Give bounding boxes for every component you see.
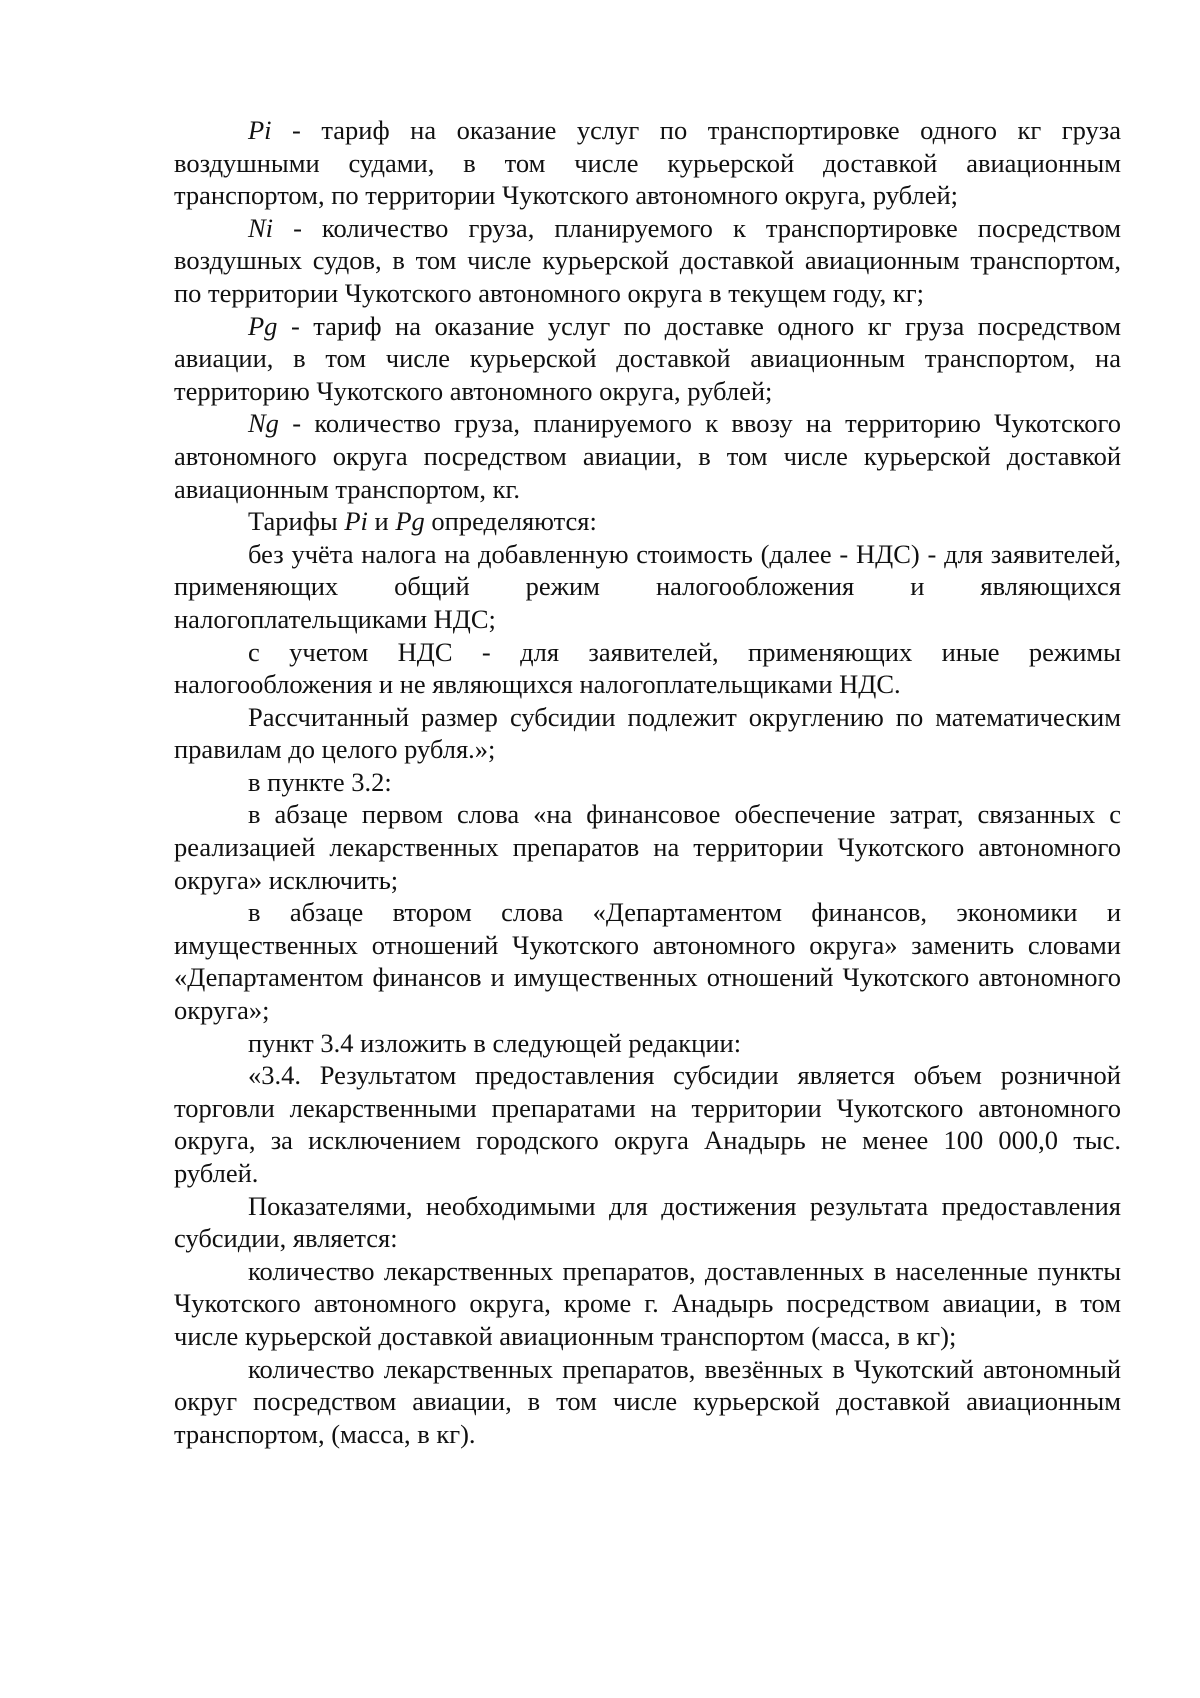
definition-ng — [174, 407, 1121, 505]
paragraph-point-3-4-intro: пункт 3.4 изложить в следующей редакции: — [248, 1027, 742, 1058]
definition-pg-text: - тариф на оказание услуг по доставке одного кг груза посредством авиации, в том числе курьерской доставкой авиационным транспортом, на территорию Чукотского автономного округа, рублей; — [174, 310, 1121, 406]
paragraph-with-vat: с учетом НДС - для заявителей, применяющих иные режимы налогообложения и не являющихся налогоплательщиками НДС. — [174, 636, 1121, 700]
tariffs-var-pi: Pi — [344, 506, 368, 537]
tariffs-middle: и — [367, 506, 396, 537]
tariffs-prefix: Тарифы — [248, 506, 345, 537]
variable-ng: Ng — [248, 408, 279, 439]
paragraph-indicators: Показателями, необходимыми для достижения результата предоставления субсидии, является: — [174, 1190, 1121, 1254]
tariffs-line — [174, 505, 1121, 538]
paragraph-rounding: Рассчитанный размер субсидии подлежит округлению по математическим правилам до целого рубля.»; — [174, 701, 1121, 765]
variable-pi: Pi — [248, 115, 272, 145]
variable-pg: Pg — [248, 310, 278, 341]
definition-pi-text: - тариф на оказание услуг по транспортировке одного кг груза воздушными судами, в том числе курьерской доставкой авиационным транспортом, по территории Чукотского автономного округа, рублей; — [174, 115, 1121, 211]
document-body — [174, 114, 1121, 1450]
variable-ni: Ni — [248, 212, 274, 243]
paragraph-point-3-2: в пункте 3.2: — [248, 766, 392, 797]
paragraph-indicator-delivered: количество лекарственных препаратов, доставленных в населенные пункты Чукотского автономного округа, кроме г. Анадырь посредством авиации, в том числе курьерской доставкой авиационным транспортом (масса, в кг); — [174, 1255, 1121, 1351]
definition-pi — [174, 114, 1121, 212]
definition-ng-text: - количество груза, планируемого к ввозу на территорию Чукотского автономного округа посредством авиации, в том числе курьерской доставкой авиационным транспортом, кг. — [174, 408, 1121, 504]
definition-ni — [174, 212, 1121, 310]
definition-pg — [174, 310, 1121, 408]
paragraph-second-clause: в абзаце втором слова «Департаментом финансов, экономики и имущественных отношений Чукотского автономного округа» заменить словами «Департаментом финансов и имущественных отношений Чукотского автономного округа»; — [174, 897, 1121, 1026]
paragraph-point-3-4-result: «3.4. Результатом предоставления субсидии является объем розничной торговли лекарственными препаратами на территории Чукотского автономного округа, за исключением городского округа Анадырь не менее 100 000,0 тыс. рублей. — [174, 1060, 1121, 1188]
paragraph-first-clause: в абзаце первом слова «на финансовое обеспечение затрат, связанных с реализацией лекарственных препаратов на территории Чукотского автономного округа» исключить; — [174, 799, 1121, 895]
tariffs-suffix: определяются: — [424, 506, 597, 537]
paragraph-without-vat: без учёта налога на добавленную стоимость (далее - НДС) - для заявителей, применяющих общий режим налогообложения и являющихся налогоплательщиками НДС; — [174, 538, 1121, 634]
paragraph-indicator-imported: количество лекарственных препаратов, ввезённых в Чукотский автономный округ посредством авиации, в том числе курьерской доставкой авиационным транспортом, (масса, в кг). — [174, 1353, 1121, 1449]
tariffs-var-pg: Pg — [395, 506, 425, 537]
definition-ni-text: - количество груза, планируемого к транспортировке посредством воздушных судов, в том числе курьерской доставкой авиационным транспортом, по территории Чукотского автономного округа в текущем году, кг; — [174, 212, 1121, 308]
